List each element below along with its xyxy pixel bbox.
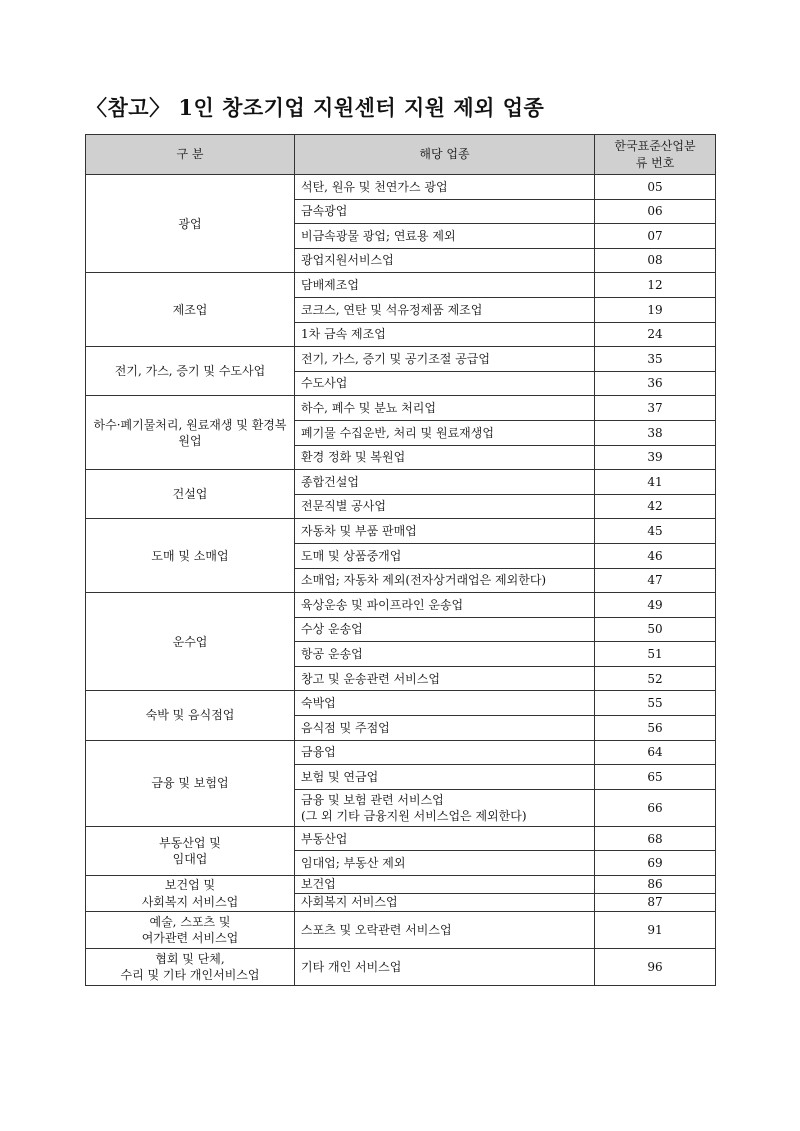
code-cell: 24	[595, 322, 716, 347]
code-cell: 08	[595, 248, 716, 273]
industry-cell: 수도사업	[295, 371, 595, 396]
category-cell: 보건업 및 사회복지 서비스업	[86, 876, 295, 912]
code-cell: 19	[595, 297, 716, 322]
category-cell: 하수·폐기물처리, 원료재생 및 환경복원업	[86, 396, 295, 470]
table-row	[86, 949, 716, 986]
industry-cell: 종합건설업	[295, 470, 595, 495]
industry-cell: 창고 및 운송관련 서비스업	[295, 666, 595, 691]
code-cell: 69	[595, 851, 716, 876]
industry-cell: 음식점 및 주점업	[295, 716, 595, 741]
industry-cell: 보험 및 연금업	[295, 765, 595, 790]
table-row	[86, 470, 716, 495]
code-cell: 64	[595, 740, 716, 765]
code-cell: 12	[595, 273, 716, 298]
category-cell: 광업	[86, 175, 295, 273]
category-cell: 운수업	[86, 593, 295, 691]
table-row	[86, 740, 716, 765]
industry-cell: 금융업	[295, 740, 595, 765]
industry-cell: 숙박업	[295, 691, 595, 716]
category-cell: 건설업	[86, 470, 295, 519]
table-row	[86, 273, 716, 298]
code-cell: 96	[595, 949, 716, 986]
code-cell: 50	[595, 617, 716, 642]
industry-cell: 스포츠 및 오락관련 서비스업	[295, 912, 595, 949]
code-cell: 49	[595, 593, 716, 618]
category-cell: 전기, 가스, 증기 및 수도사업	[86, 347, 295, 396]
header-category: 구 분	[86, 135, 295, 175]
industry-cell: 코크스, 연탄 및 석유정제품 제조업	[295, 297, 595, 322]
table-body	[86, 175, 716, 986]
code-cell: 38	[595, 420, 716, 445]
code-cell: 05	[595, 175, 716, 200]
code-cell: 65	[595, 765, 716, 790]
code-cell: 42	[595, 494, 716, 519]
code-cell: 36	[595, 371, 716, 396]
category-cell: 부동산업 및 임대업	[86, 826, 295, 875]
industry-cell: 환경 정화 및 복원업	[295, 445, 595, 470]
code-cell: 47	[595, 568, 716, 593]
industry-cell: 비금속광물 광업; 연료용 제외	[295, 224, 595, 249]
industry-cell: 광업지원서비스업	[295, 248, 595, 273]
table-row	[86, 519, 716, 544]
table-row	[86, 912, 716, 949]
category-cell: 숙박 및 음식점업	[86, 691, 295, 740]
industry-cell: 소매업; 자동차 제외(전자상거래업은 제외한다)	[295, 568, 595, 593]
industry-cell: 사회복지 서비스업	[295, 894, 595, 912]
table-row	[86, 593, 716, 618]
industry-cell: 하수, 폐수 및 분뇨 처리업	[295, 396, 595, 421]
code-cell: 07	[595, 224, 716, 249]
excluded-industries-table	[85, 134, 716, 986]
header-code-label: 한국표준산업분류 번호	[614, 139, 696, 170]
code-cell: 55	[595, 691, 716, 716]
code-cell: 87	[595, 894, 716, 912]
industry-cell: 금속광업	[295, 199, 595, 224]
table-row	[86, 691, 716, 716]
industry-cell: 기타 개인 서비스업	[295, 949, 595, 986]
category-cell: 금융 및 보험업	[86, 740, 295, 826]
code-cell: 86	[595, 876, 716, 894]
code-cell: 52	[595, 666, 716, 691]
category-cell: 협회 및 단체, 수리 및 기타 개인서비스업	[86, 949, 295, 986]
industry-cell: 부동산업	[295, 826, 595, 851]
code-cell: 41	[595, 470, 716, 495]
page-title: 〈참고〉 1인 창조기업 지원센터 지원 제외 업종	[86, 95, 545, 120]
industry-cell: 석탄, 원유 및 천연가스 광업	[295, 175, 595, 200]
category-cell: 도매 및 소매업	[86, 519, 295, 593]
code-cell: 68	[595, 826, 716, 851]
table-row	[86, 826, 716, 851]
industry-cell: 도매 및 상품중개업	[295, 543, 595, 568]
code-cell: 37	[595, 396, 716, 421]
code-cell: 56	[595, 716, 716, 741]
header-industry: 해당 업종	[295, 135, 595, 175]
header-code	[595, 135, 716, 175]
code-cell: 46	[595, 543, 716, 568]
code-cell: 45	[595, 519, 716, 544]
category-cell: 예술, 스포츠 및 여가관련 서비스업	[86, 912, 295, 949]
table-row	[86, 876, 716, 894]
industry-cell: 폐기물 수집운반, 처리 및 원료재생업	[295, 420, 595, 445]
table-row	[86, 175, 716, 200]
industry-cell: 항공 운송업	[295, 642, 595, 667]
code-cell: 66	[595, 789, 716, 826]
table-row	[86, 347, 716, 372]
code-cell: 39	[595, 445, 716, 470]
industry-cell: 1차 금속 제조업	[295, 322, 595, 347]
industry-cell: 수상 운송업	[295, 617, 595, 642]
table-header-row	[86, 135, 716, 175]
table-row	[86, 396, 716, 421]
code-cell: 91	[595, 912, 716, 949]
industry-cell: 전기, 가스, 증기 및 공기조절 공급업	[295, 347, 595, 372]
code-cell: 51	[595, 642, 716, 667]
industry-cell: 육상운송 및 파이프라인 운송업	[295, 593, 595, 618]
industry-cell: 임대업; 부동산 제외	[295, 851, 595, 876]
code-cell: 06	[595, 199, 716, 224]
industry-cell: 담배제조업	[295, 273, 595, 298]
code-cell: 35	[595, 347, 716, 372]
industry-cell: 자동차 및 부품 판매업	[295, 519, 595, 544]
category-cell: 제조업	[86, 273, 295, 347]
industry-cell: 보건업	[295, 876, 595, 894]
industry-cell: 전문직별 공사업	[295, 494, 595, 519]
industry-cell: 금융 및 보험 관련 서비스업 (그 외 기타 금융지원 서비스업은 제외한다)	[295, 789, 595, 826]
